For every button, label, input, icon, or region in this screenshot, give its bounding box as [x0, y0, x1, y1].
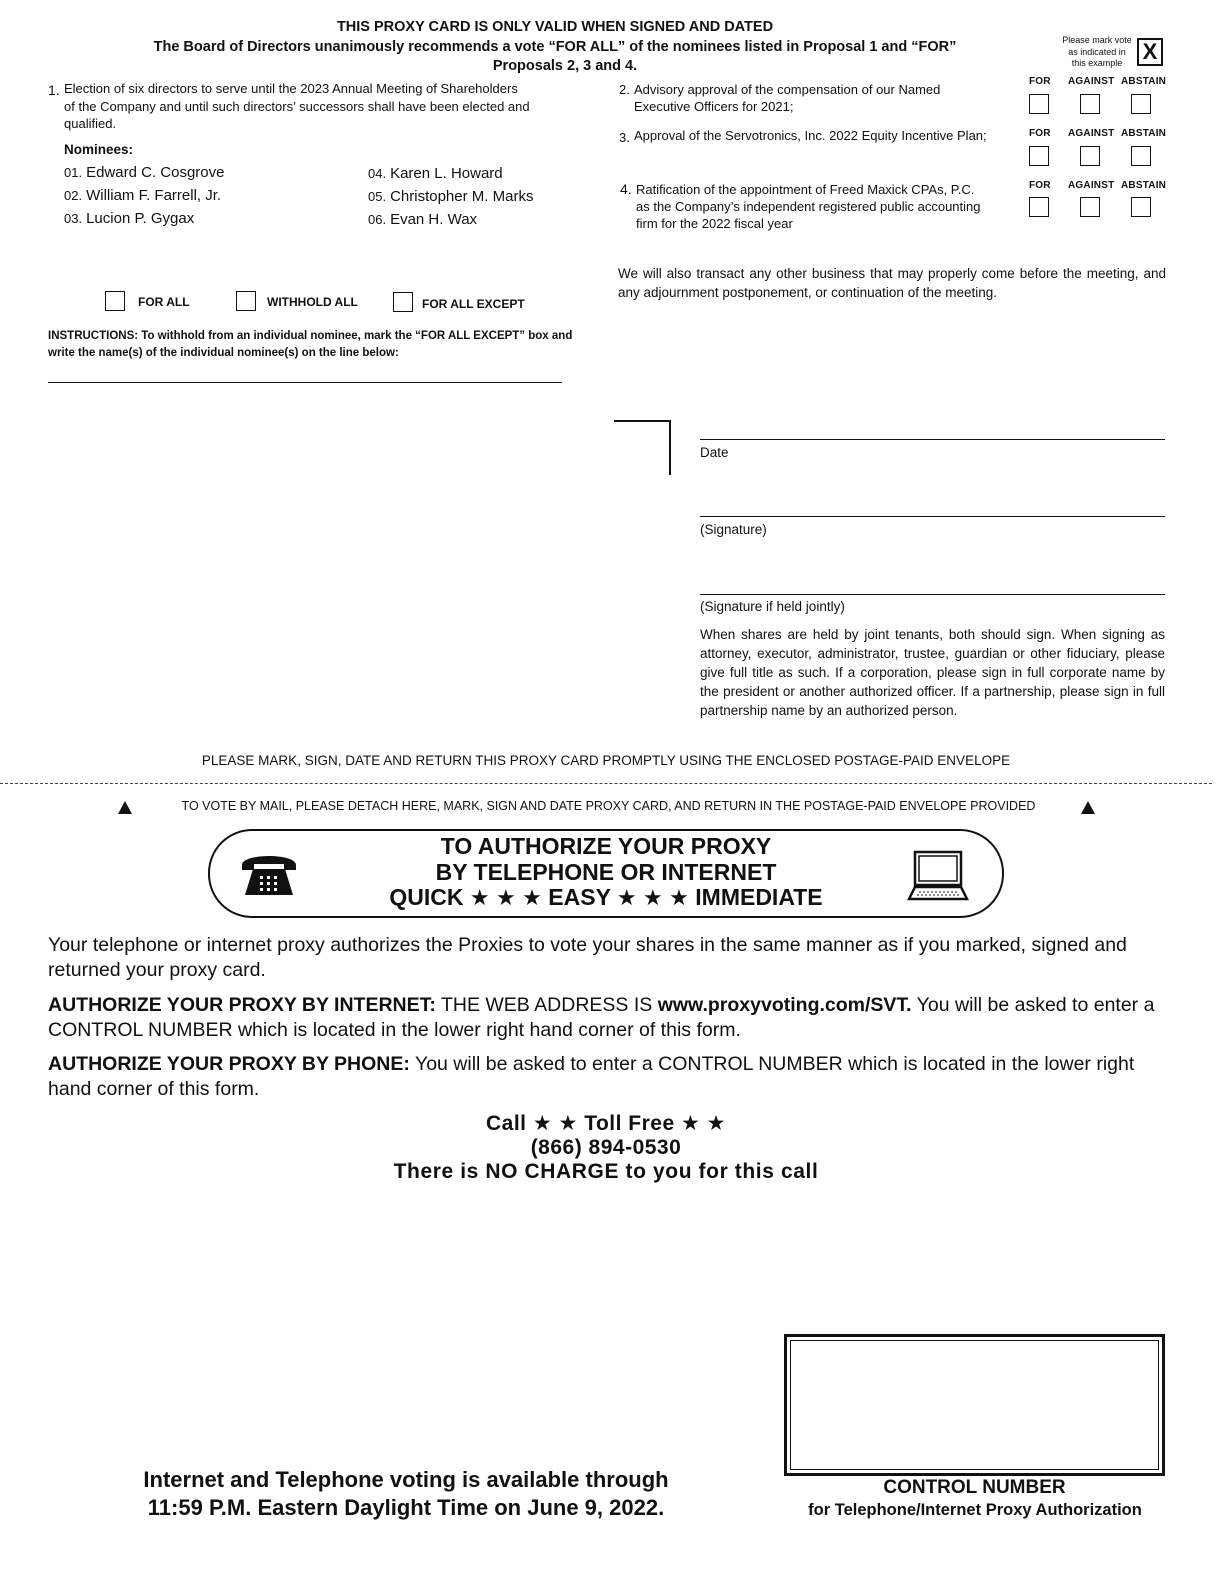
- proposal2-abstain-checkbox[interactable]: [1131, 94, 1151, 114]
- example-x-box: X: [1137, 38, 1163, 66]
- proposal4-against-checkbox[interactable]: [1080, 197, 1100, 217]
- nominee-01-num: 01.: [64, 165, 83, 180]
- phone-label: AUTHORIZE YOUR PROXY BY PHONE:: [48, 1053, 410, 1075]
- proposal4-line-2: as the Company’s independent registered public accounting: [636, 199, 981, 214]
- nominee-06: [368, 211, 477, 228]
- call-label: Call: [485, 1112, 527, 1135]
- star-icon: ★: [681, 1112, 701, 1135]
- other-business-line-2: any adjournment postponement, or continuation of the meeting.: [618, 285, 997, 300]
- nominee-02-name: William F. Farrell, Jr.: [86, 187, 222, 204]
- joint-signature-line[interactable]: [700, 594, 1165, 595]
- intro-text: Your telephone or internet proxy authorizes the Proxies to vote your shares in the same manner as if you marked, signed and returned your proxy card.: [48, 934, 1127, 981]
- proposal1-line-2: of the Company and until such directors’ successors shall have been elected and: [64, 98, 530, 114]
- nominee-03-num: 03.: [64, 211, 83, 226]
- proposal4-for-checkbox[interactable]: [1029, 197, 1049, 217]
- detach-arrow-right-icon: [1081, 801, 1095, 814]
- internet-text-2: You will be asked to enter a CONTROL NUMBER which is located in the lower right hand corner of this form.: [48, 994, 1155, 1041]
- internet-text-1: THE WEB ADDRESS IS: [440, 994, 653, 1016]
- toll-free-label: Toll Free: [584, 1112, 675, 1135]
- p2-against-header: AGAINST: [1068, 76, 1115, 87]
- proposal1-number: 1.: [48, 82, 60, 98]
- header-line-3: Proposals 2, 3 and 4.: [492, 58, 638, 74]
- withhold-names-line[interactable]: [48, 382, 562, 383]
- example-text-3: this example: [1071, 58, 1123, 68]
- header-line-2: The Board of Directors unanimously recommends a vote “FOR ALL” of the nominees listed in Proposal 1 and “FOR”: [153, 39, 957, 55]
- no-charge-text: There is NO CHARGE to you for this call: [393, 1160, 819, 1183]
- nominee-02-num: 02.: [64, 188, 83, 203]
- proposal2-line-1: Advisory approval of the compensation of our Named: [634, 82, 941, 97]
- example-text-2: as indicated in: [1068, 46, 1126, 57]
- star-icon: ★: [616, 885, 637, 910]
- internet-paragraph: [48, 993, 1168, 1043]
- proposal2-against-checkbox[interactable]: [1080, 94, 1100, 114]
- star-icon: ★: [496, 885, 516, 910]
- nominee-05-num: 05.: [368, 189, 387, 204]
- call-line: [0, 1111, 1212, 1136]
- phone-paragraph: [48, 1052, 1173, 1102]
- proposal2-text: [634, 81, 940, 115]
- signing-note: When shares are held by joint tenants, both should sign. When signing as attorney, executor, administrator, trustee, guardian or other fiduciary, please give full title as such. If a corporation, please sign in full corporate name by the president or another authorized officer. If a partnership, please sign in full partnership name by an authorized person.: [700, 627, 1165, 718]
- corner-crop-mark: [614, 420, 671, 475]
- for-all-except-checkbox[interactable]: [393, 292, 413, 312]
- proposal4-text: [636, 181, 981, 232]
- proposal3-abstain-checkbox[interactable]: [1131, 146, 1151, 166]
- joint-signature-label: (Signature if held jointly): [700, 599, 845, 614]
- nominee-04-name: Karen L. Howard: [390, 165, 503, 182]
- star-icon: ★: [469, 885, 490, 910]
- date-label: Date: [700, 445, 729, 460]
- banner-immediate: IMMEDIATE: [695, 884, 823, 910]
- p3-abstain-header: ABSTAIN: [1121, 128, 1167, 139]
- star-icon: ★: [706, 1112, 726, 1135]
- availability-line-1: Internet and Telephone voting is available through: [143, 1467, 669, 1492]
- proposal4-line-3: firm for the 2022 fiscal year: [636, 216, 793, 231]
- other-business-line-1: We will also transact any other business that may properly come before the meeting, and: [618, 266, 1166, 281]
- proposal3-against-checkbox[interactable]: [1080, 146, 1100, 166]
- proposal1-text: [64, 80, 530, 133]
- signature-line[interactable]: [700, 516, 1165, 517]
- banner-line-1: TO AUTHORIZE YOUR PROXY: [440, 833, 772, 859]
- banner-line-2: BY TELEPHONE OR INTERNET: [435, 859, 777, 885]
- nominee-04: [368, 165, 503, 182]
- other-business: [618, 264, 1166, 302]
- control-number-sublabel: for Telephone/Internet Proxy Authorization: [808, 1501, 1142, 1519]
- proposal3-number: 3.: [619, 130, 630, 145]
- header-line-1: THIS PROXY CARD IS ONLY VALID WHEN SIGNED AND DATED: [336, 19, 774, 35]
- proposal2-number: 2.: [619, 82, 630, 97]
- instructions: [48, 328, 572, 362]
- p2-for-header: FOR: [1029, 76, 1051, 87]
- control-number-label: CONTROL NUMBER: [883, 1477, 1066, 1498]
- proposal4-number: 4.: [620, 181, 632, 197]
- nominee-05-name: Christopher M. Marks: [390, 188, 534, 205]
- star-icon: ★: [669, 885, 689, 910]
- banner-line-3: [300, 884, 912, 911]
- nominee-06-num: 06.: [368, 212, 387, 227]
- nominee-01-name: Edward C. Cosgrove: [86, 164, 225, 181]
- date-line[interactable]: [700, 439, 1165, 440]
- signature-label: (Signature): [700, 522, 767, 537]
- nominee-01: [64, 164, 224, 181]
- detach-note: TO VOTE BY MAIL, PLEASE DETACH HERE, MARK, SIGN AND DATE PROXY CARD, AND RETURN IN THE POSTAGE-PAID ENVELOPE PROVIDED: [181, 799, 1036, 813]
- nominee-06-name: Evan H. Wax: [390, 211, 478, 228]
- banner-easy: EASY: [548, 884, 611, 910]
- control-number-box: [784, 1334, 1165, 1476]
- proposal2-for-checkbox[interactable]: [1029, 94, 1049, 114]
- proposal2-line-2: Executive Officers for 2021;: [634, 99, 794, 114]
- nominee-02: [64, 187, 221, 204]
- phone-text: You will be asked to enter a CONTROL NUMBER which is located in the lower right hand corner of this form.: [48, 1053, 1135, 1100]
- star-icon: ★: [558, 1112, 578, 1135]
- internet-label: AUTHORIZE YOUR PROXY BY INTERNET:: [48, 994, 436, 1016]
- proposal4-line-1: Ratification of the appointment of Freed Maxick CPAs, P.C.: [636, 182, 975, 197]
- proposal3-line-1: Approval of the Servotronics, Inc. 2022 Equity Incentive Plan;: [634, 128, 987, 143]
- banner-quick: QUICK: [389, 884, 464, 910]
- instructions-line-2: write the name(s) of the individual nominee(s) on the line below:: [48, 347, 399, 359]
- p4-against-header: AGAINST: [1068, 180, 1115, 191]
- detach-arrow-left-icon: [118, 801, 132, 814]
- p4-for-header: FOR: [1029, 180, 1051, 191]
- p4-abstain-header: ABSTAIN: [1121, 180, 1167, 191]
- withhold-all-label: WITHHOLD ALL: [267, 295, 358, 309]
- nominee-03-name: Lucion P. Gygax: [86, 210, 195, 227]
- p3-for-header: FOR: [1029, 128, 1051, 139]
- withhold-all-checkbox[interactable]: [236, 291, 256, 311]
- nominee-03: [64, 210, 194, 227]
- for-all-label: FOR ALL: [138, 295, 190, 309]
- internet-url[interactable]: www.proxyvoting.com/SVT.: [657, 994, 912, 1016]
- nominees-label: Nominees:: [64, 142, 134, 157]
- availability: [130, 1466, 682, 1522]
- laptop-icon: [907, 849, 969, 903]
- proposal1-line-1: Election of six directors to serve until the 2023 Annual Meeting of Shareholders: [64, 81, 518, 96]
- star-icon: ★: [532, 1112, 553, 1135]
- proposal1-line-3: qualified.: [64, 116, 117, 131]
- example-legend: [1052, 35, 1142, 70]
- p2-abstain-header: ABSTAIN: [1121, 76, 1167, 87]
- example-text-1: Please mark vote: [1062, 35, 1132, 45]
- nominee-05: [368, 188, 533, 205]
- star-icon: ★: [522, 885, 542, 910]
- phone-number[interactable]: (866) 894-0530: [530, 1136, 682, 1159]
- nominee-04-num: 04.: [368, 166, 387, 181]
- proposal3-for-checkbox[interactable]: [1029, 146, 1049, 166]
- for-all-checkbox[interactable]: [105, 291, 125, 311]
- proposal4-abstain-checkbox[interactable]: [1131, 197, 1151, 217]
- for-all-except-label: FOR ALL EXCEPT: [422, 297, 525, 311]
- return-note: PLEASE MARK, SIGN, DATE AND RETURN THIS PROXY CARD PROMPTLY USING THE ENCLOSED POSTAGE-PAID ENVELOPE: [201, 753, 1011, 768]
- availability-line-2: 11:59 P.M. Eastern Daylight Time on June 9, 2022.: [147, 1495, 665, 1520]
- telephone-icon: [239, 849, 299, 899]
- detach-line: [0, 783, 1212, 784]
- star-icon: ★: [643, 885, 663, 910]
- p3-against-header: AGAINST: [1068, 128, 1115, 139]
- instructions-line-1: INSTRUCTIONS: To withhold from an individual nominee, mark the “FOR ALL EXCEPT” box and: [48, 330, 573, 342]
